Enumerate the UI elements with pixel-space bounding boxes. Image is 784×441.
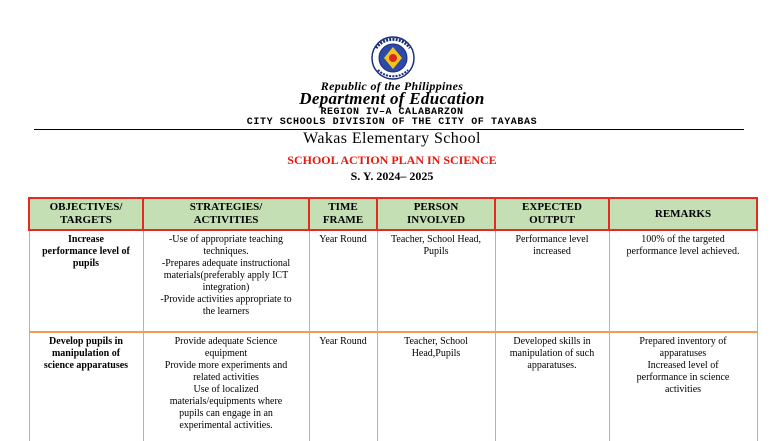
cell-line: Year Round [319,336,367,347]
cell-strategies [143,230,309,332]
cell-line: integration) [202,282,250,293]
cell-objectives [29,230,143,332]
cell-line: Provide more experiments and [164,360,288,371]
cell-line: Increased level of [647,360,719,371]
cell-line: Teacher, School Head, [391,234,481,245]
republic-heading: Republic of the Philippines [320,79,464,93]
cell-line: pupils [72,258,100,269]
column-header-time-frame [309,198,377,230]
cell-line: 100% of the targeted [641,234,725,245]
cell-expected-output [495,332,609,441]
cell-line: apparatuses. [527,360,577,371]
column-header-remarks [609,198,757,230]
cell-line: Use of localized [193,384,259,395]
column-header-person-involved [377,198,495,230]
cell-line: materials/equipments where [169,396,283,407]
cell-line: Developed skills in [513,336,591,347]
table-row [29,332,757,441]
column-header-objectives [29,198,143,230]
cell-line: equipment [204,348,248,359]
column-header-line: PERSON [413,201,459,213]
cell-time-frame [309,230,377,332]
table-header-row [29,198,757,230]
region-heading: REGION IV–A CALABARZON [320,107,464,118]
cell-line: the learners [202,306,250,317]
column-header-line: EXPECTED [522,201,582,213]
column-header-line: ACTIVITIES [193,214,259,226]
cell-line: science apparatuses [43,360,129,371]
cell-time-frame [309,332,377,441]
school-name: Wakas Elementary School [303,130,481,147]
column-header-expected-output [495,198,609,230]
cell-line: pupils can engage in an [179,408,273,419]
cell-line: materials(preferably apply ICT [163,270,289,281]
cell-line: increased [533,246,571,257]
plan-title: SCHOOL ACTION PLAN IN SCIENCE [287,153,497,167]
column-header-line: INVOLVED [406,214,466,226]
cell-person-involved [377,230,495,332]
cell-line: performance level of [42,246,130,257]
column-header-line: FRAME [322,214,364,226]
cell-line: Teacher, School [404,336,468,347]
table-row [29,230,757,332]
cell-line: -Provide activities appropriate to [160,294,292,305]
cell-line: apparatuses [659,348,707,359]
cell-line: Performance level [515,234,589,245]
cell-line: Year Round [319,234,367,245]
school-year: S. Y. 2024– 2025 [350,169,434,183]
cell-line: techniques. [203,246,249,257]
column-header-line: STRATEGIES/ [189,201,263,213]
cell-line: performance in science [636,372,730,383]
division-heading: CITY SCHOOLS DIVISION OF THE CITY OF TAYABAS [246,117,538,128]
column-header-line: OUTPUT [529,214,575,226]
cell-line: -Prepares adequate instructional [161,258,291,269]
column-header-line: OBJECTIVES/ [49,201,123,213]
cell-line: performance level achieved. [626,246,740,257]
cell-line: experimental activities. [179,420,273,431]
cell-line: manipulation of [51,348,121,359]
cell-person-involved [377,332,495,441]
cell-line: Head,Pupils [411,348,461,359]
cell-line: manipulation of such [509,348,595,359]
cell-line: Provide adequate Science [174,336,278,347]
cell-line: Develop pupils in [49,336,123,347]
action-plan-table [28,197,758,441]
column-header-line: TIME [328,201,358,213]
cell-line: Prepared inventory of [639,336,727,347]
cell-line: activities [664,384,702,395]
cell-remarks [609,332,757,441]
cell-strategies [143,332,309,441]
column-header-strategies [143,198,309,230]
cell-line: Increase [68,234,104,245]
cell-objectives [29,332,143,441]
column-header-line: TARGETS [60,214,112,226]
column-header-line: REMARKS [654,207,712,220]
deped-seal-logo [358,36,428,80]
cell-line: -Use of appropriate teaching [168,234,284,245]
cell-line: Pupils [423,246,449,257]
cell-expected-output [495,230,609,332]
department-heading: Department of Education [299,89,485,108]
cell-remarks [609,230,757,332]
cell-line: related activities [193,372,259,383]
